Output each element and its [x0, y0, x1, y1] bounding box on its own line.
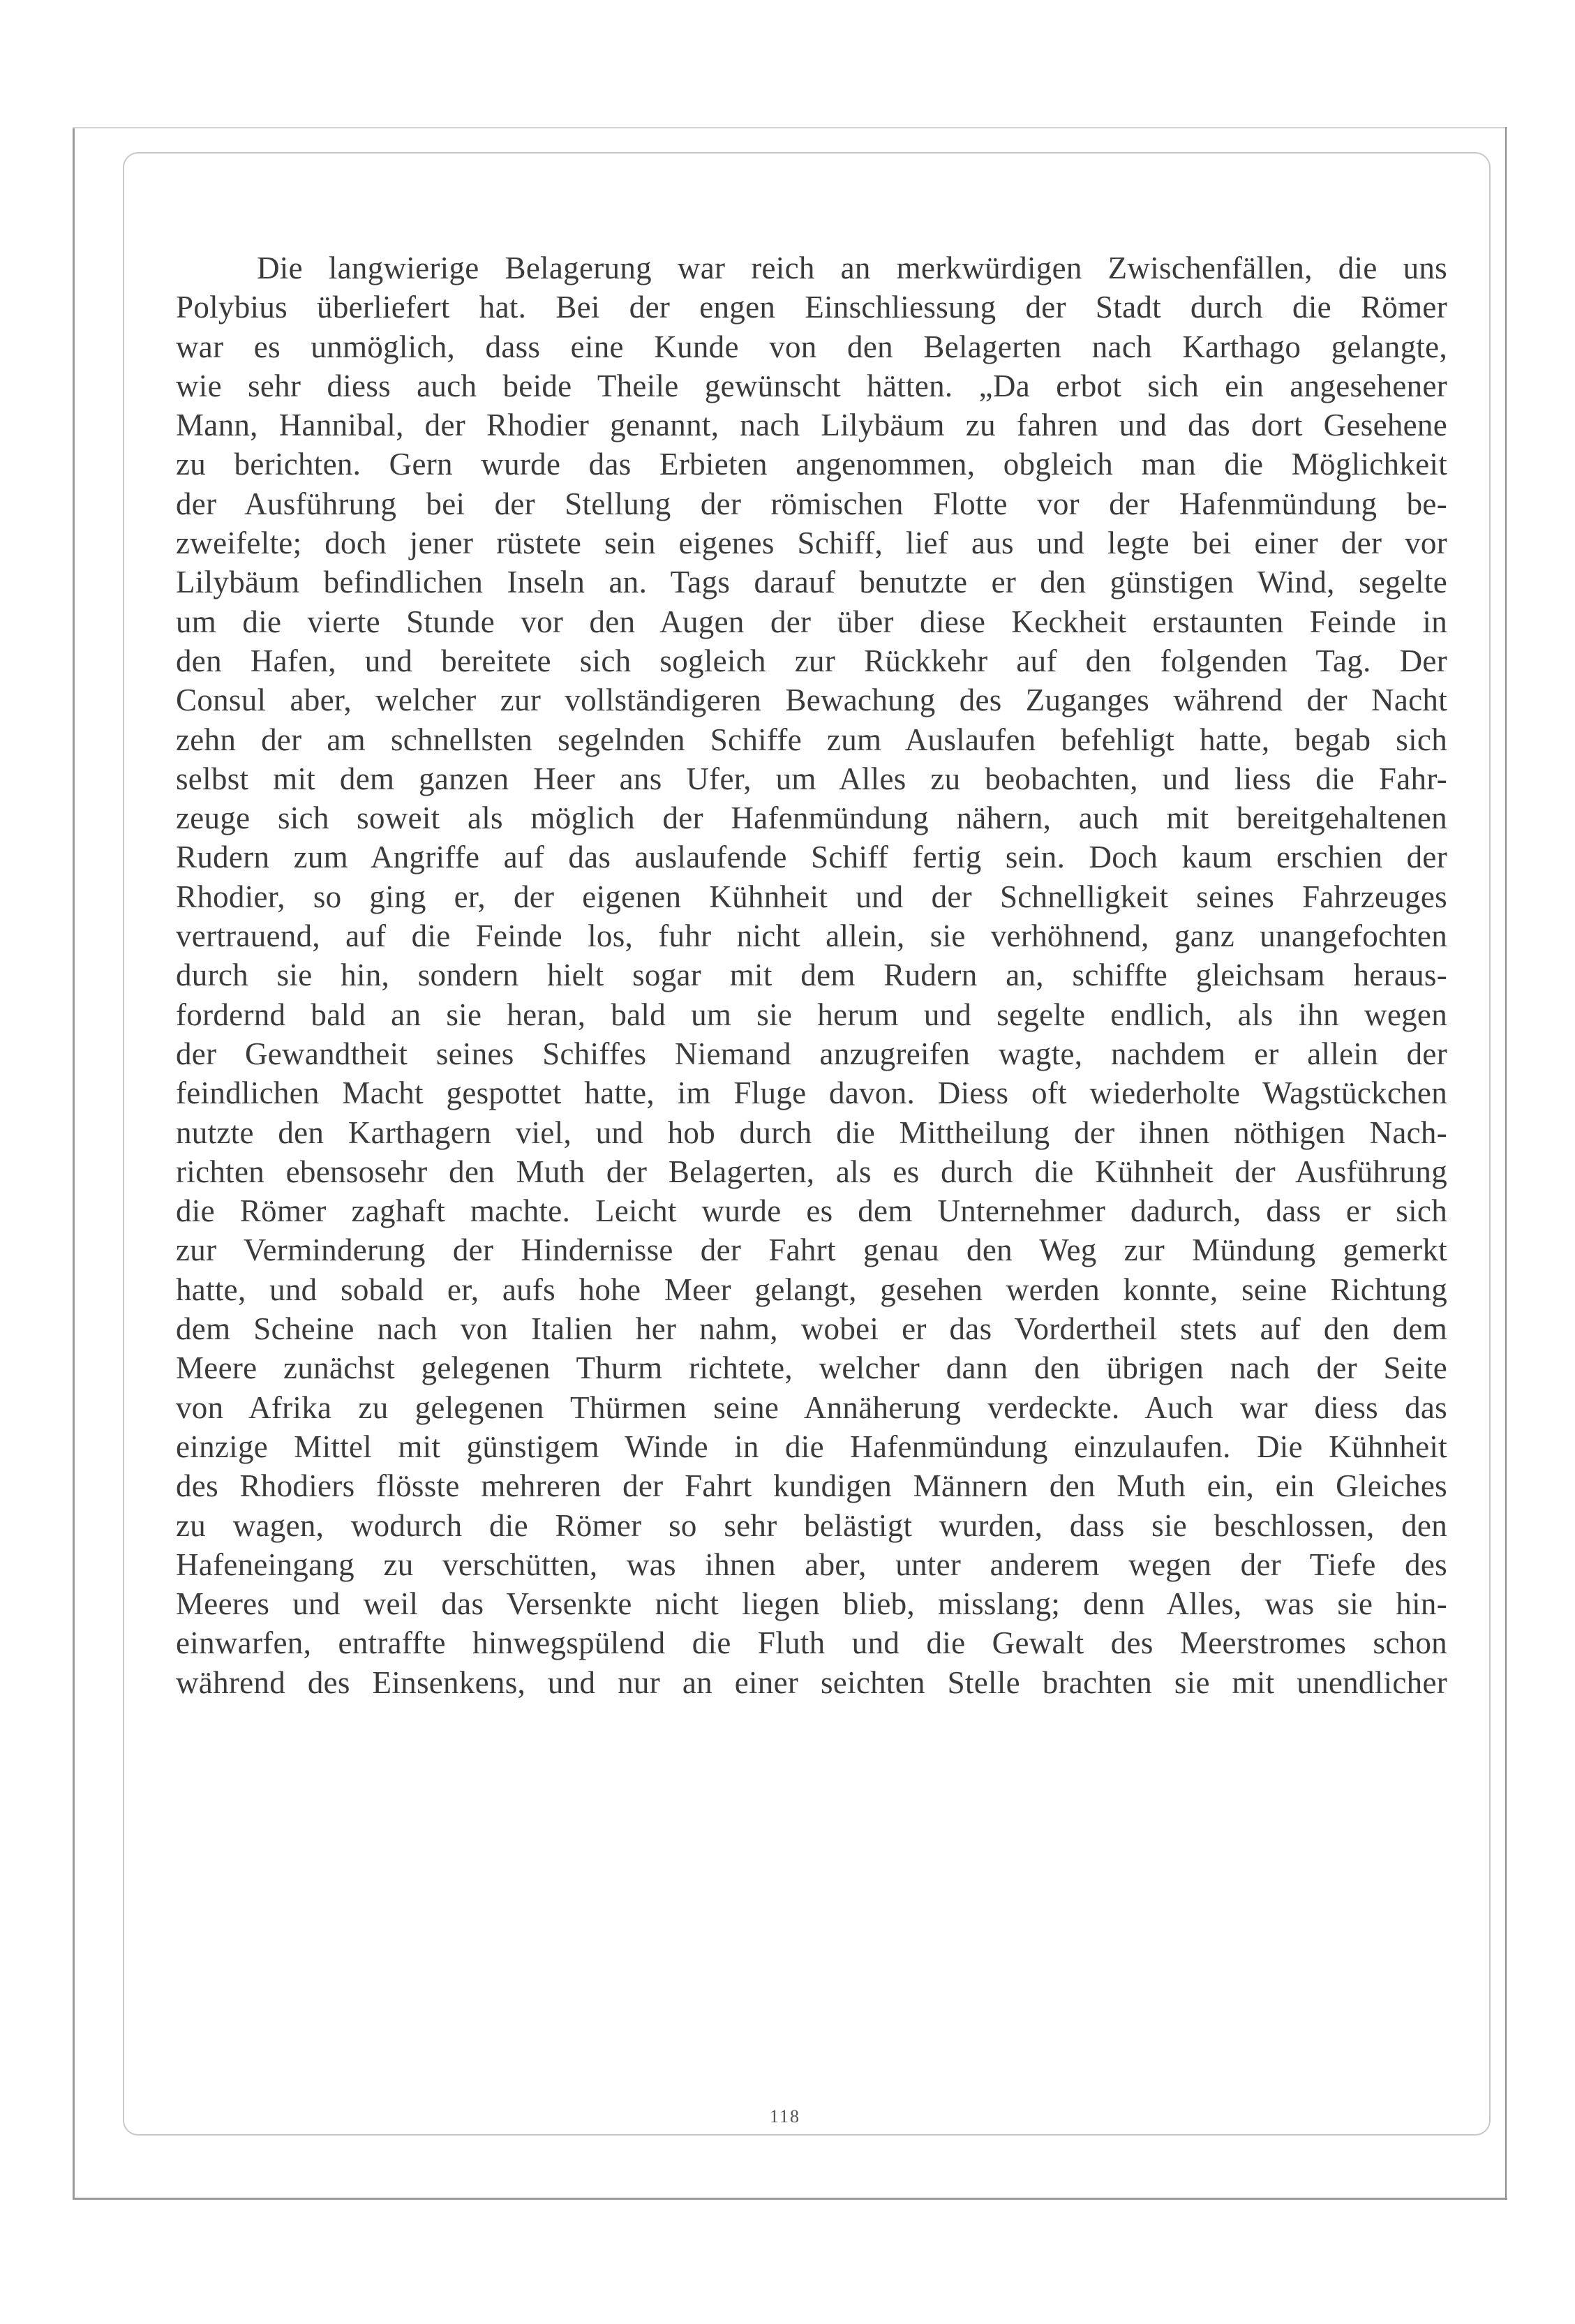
text-line: Mann, Hannibal, der Rhodier genannt, nach Lilybäum zu fahren und das dort Gesehene: [176, 408, 1447, 443]
text-line: um die vierte Stunde vor den Augen der über diese Keckheit erstaunten Feinde in: [176, 604, 1447, 639]
text-line: war es unmöglich, dass eine Kunde von den Belagerten nach Karthago gelangte,: [176, 329, 1447, 364]
text-line: zu wagen, wodurch die Römer so sehr belästigt wurden, dass sie beschlossen, den: [176, 1507, 1447, 1543]
text-line: Consul aber, welcher zur vollständigeren Bewachung des Zuganges während der Nacht: [176, 683, 1447, 718]
body-text: [176, 248, 1447, 1702]
text-line: durch sie hin, sondern hielt sogar mit dem Rudern an, schiffte gleichsam heraus-: [176, 958, 1447, 993]
text-line: Rudern zum Angriffe auf das auslaufende Schiff fertig sein. Doch kaum erschien der: [176, 840, 1447, 875]
text-line: Meeres und weil das Versenkte nicht liegen blieb, misslang; denn Alles, was sie hin-: [176, 1586, 1447, 1622]
text-line: der Ausführung bei der Stellung der römischen Flotte vor der Hafenmündung be-: [176, 486, 1447, 521]
text-line: den Hafen, und bereitete sich sogleich zur Rückkehr auf den folgenden Tag. Der: [176, 643, 1447, 678]
text-line: vertrauend, auf die Feinde los, fuhr nicht allein, sie verhöhnend, ganz unangefochten: [176, 918, 1447, 954]
text-line: hatte, und sobald er, aufs hohe Meer gelangt, gesehen werden konnte, seine Richtung: [176, 1272, 1447, 1307]
text-line: der Gewandtheit seines Schiffes Niemand anzugreifen wagte, nachdem er allein der: [176, 1036, 1447, 1071]
page-number: 118: [769, 2106, 801, 2126]
text-line: Meere zunächst gelegenen Thurm richtete, welcher dann den übrigen nach der Seite: [176, 1350, 1447, 1386]
text-line: einzige Mittel mit günstigem Winde in die Hafenmündung einzulaufen. Die Kühnheit: [176, 1429, 1447, 1464]
text-line: zur Verminderung der Hindernisse der Fahrt genau den Weg zur Mündung gemerkt: [176, 1232, 1447, 1268]
text-line: Die langwierige Belagerung war reich an merkwürdigen Zwischenfällen, die uns: [257, 251, 1447, 285]
text-line: selbst mit dem ganzen Heer ans Ufer, um Alles zu beobachten, und liess die Fahr-: [176, 761, 1447, 796]
text-line: Hafeneingang zu verschütten, was ihnen aber, unter anderem wegen der Tiefe des: [176, 1547, 1447, 1582]
text-line: Rhodier, so ging er, der eigenen Kühnheit und der Schnelligkeit seines Fahrzeuges: [176, 879, 1447, 914]
text-line: wie sehr diess auch beide Theile gewünscht hätten. „Da erbot sich ein angesehener: [176, 368, 1447, 403]
text-line: zweifelte; doch jener rüstete sein eigenes Schiff, lief aus und legte bei einer der vor: [176, 526, 1447, 561]
text-line: dem Scheine nach von Italien her nahm, wobei er das Vordertheil stets auf den dem: [176, 1311, 1447, 1347]
text-line: des Rhodiers flösste mehreren der Fahrt kundigen Männern den Muth ein, ein Gleiches: [176, 1468, 1447, 1504]
text-line: während des Einsenkens, und nur an einer seichten Stelle brachten sie mit unendlicher: [176, 1664, 1447, 1700]
text-line: zehn der am schnellsten segelnden Schiffe zum Auslaufen befehligt hatte, begab sich: [176, 722, 1447, 757]
text-line: zeuge sich soweit als möglich der Hafenmündung nähern, auch mit bereitgehaltenen: [176, 800, 1447, 836]
text-line: einwarfen, entraffte hinwegspülend die Fluth und die Gewalt des Meerstromes schon: [176, 1625, 1447, 1661]
text-line: feindlichen Macht gespottet hatte, im Fluge davon. Diess oft wiederholte Wagstückchen: [176, 1075, 1447, 1111]
text-line: nutzte den Karthagern viel, und hob durch die Mittheilung der ihnen nöthigen Nach-: [176, 1115, 1447, 1150]
text-line: Polybius überliefert hat. Bei der engen Einschliessung der Stadt durch die Römer: [176, 290, 1447, 325]
text-line: fordernd bald an sie heran, bald um sie herum und segelte endlich, als ihn wegen: [176, 997, 1447, 1032]
text-line: Lilybäum befindlichen Inseln an. Tags darauf benutzte er den günstigen Wind, segelte: [176, 565, 1447, 600]
page-frame-top-edge: [73, 127, 1507, 128]
text-line: die Römer zaghaft machte. Leicht wurde es dem Unternehmer dadurch, dass er sich: [176, 1193, 1447, 1229]
text-line: richten ebensosehr den Muth der Belagerten, als es durch die Kühnheit der Ausführung: [176, 1154, 1447, 1189]
text-line: von Afrika zu gelegenen Thürmen seine Annäherung verdeckte. Auch war diess das: [176, 1390, 1447, 1425]
text-line: zu berichten. Gern wurde das Erbieten angenommen, obgleich man die Möglichkeit: [176, 447, 1447, 482]
page-frame-right-edge: [1505, 127, 1507, 2200]
